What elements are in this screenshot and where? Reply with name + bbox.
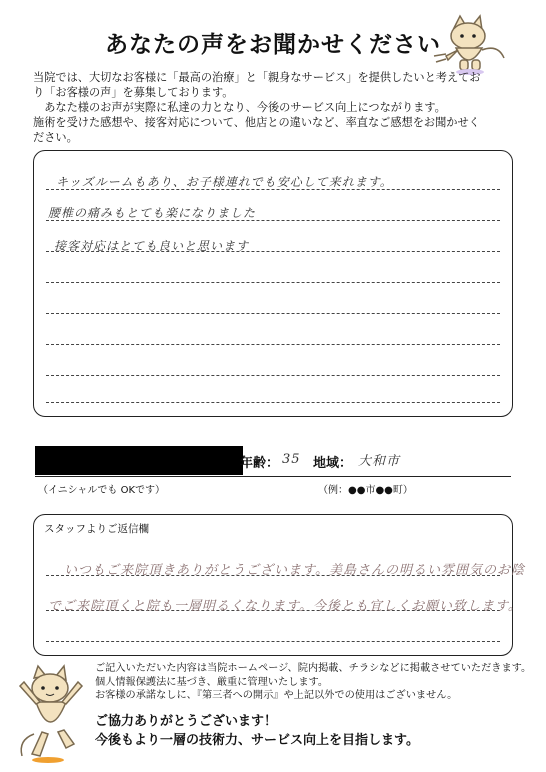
ruled-line (46, 282, 500, 283)
region-value: 大和市 (358, 454, 401, 469)
ruled-line (46, 375, 500, 376)
note-line: お客様の承諾なしに、『第三者への開示』や上記以外での使用はございません。 (95, 690, 458, 701)
thanks-line-1: ご協力ありがとうございます！ (95, 714, 278, 729)
intro-line: 当院では、大切なお客様に「最高の治療」と「親身なサービス」を提供したいと考えてお (33, 71, 481, 84)
ruled-line (46, 344, 500, 345)
name-redaction (35, 446, 243, 475)
staff-reply-line: いつもご来院頂きありがとうございます。美島さんの明るい雰囲気のお陰 (64, 563, 525, 578)
note-line: 個人情報保護法に基づき、厳重に管理いたします。 (95, 676, 329, 688)
privacy-notes (95, 662, 535, 703)
staff-reply-label: スタッフよりご返信欄 (44, 523, 149, 535)
cat-mascot-icon (432, 14, 512, 76)
staff-reply-box (33, 514, 525, 656)
intro-paragraph (33, 70, 523, 145)
ruled-line (46, 313, 500, 314)
intro-line: り「お客様の声」を募集しております。 (33, 86, 234, 99)
age-value: 35 (282, 452, 301, 467)
thanks-message (95, 712, 419, 750)
cat-mascot-icon (12, 664, 90, 764)
info-underline (35, 476, 511, 477)
ruled-line (46, 641, 500, 642)
intro-line: あなた様のお声が実際に私達の力となり、今後のサービス向上につながります。 (33, 101, 446, 114)
feedback-line: 接客対応はとても良いと思います (54, 239, 250, 253)
feedback-line: 腰椎の痛みもとても楽になりました (48, 206, 257, 220)
staff-reply-line: でご来院頂くと院も一層明るくなります。今後とも宜しくお願い致します。 (48, 599, 522, 614)
age-label: 年齢： (240, 456, 280, 471)
intro-line: 施術を受けた感想や、接客対応について、他店との違いなど、率直なご感想をお聞かせく (33, 116, 480, 129)
intro-line: ださい。 (33, 131, 78, 144)
feedback-line: キッズルームもあり、お子様連れでも安心して来れます。 (56, 175, 393, 189)
page-title: あなたの声をお聞かせください (105, 32, 441, 58)
ruled-line (46, 402, 500, 403)
initial-note: （イニシャルでも OKです） (38, 485, 166, 496)
feedback-box (33, 150, 513, 417)
thanks-line-2: 今後もより一層の技術力、サービス向上を目指します。 (95, 733, 419, 748)
region-example: （例：●●市●●町） (318, 485, 413, 496)
note-line: ご記入いただいた内容は当院ホームページ、院内掲載、チラシなどに掲載させていただきます。 (95, 663, 532, 674)
region-label: 地域： (313, 456, 353, 471)
